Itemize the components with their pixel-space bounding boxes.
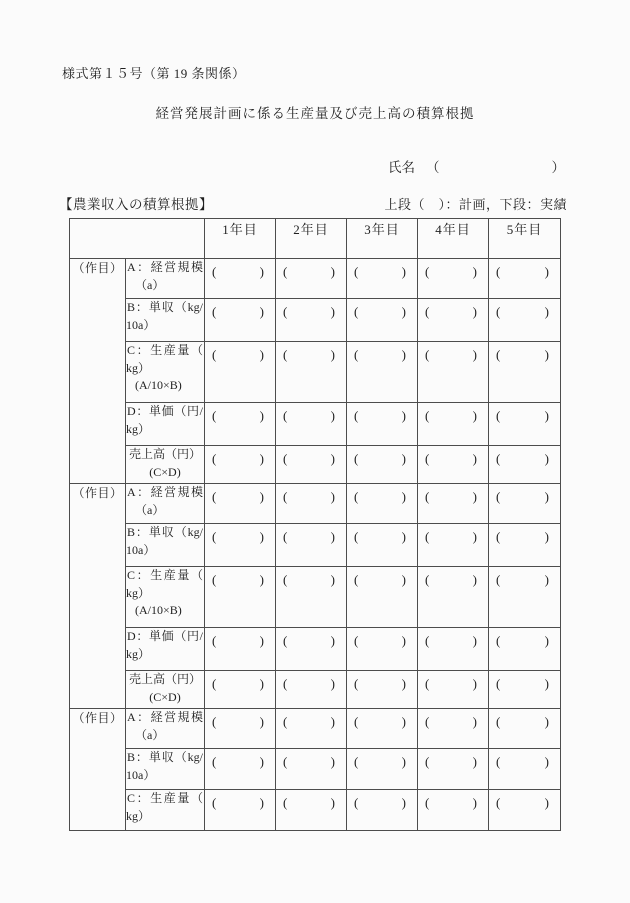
value-cell bbox=[347, 567, 418, 628]
value-cell bbox=[205, 259, 276, 299]
paren-close: ) bbox=[472, 489, 477, 504]
paren-open: ( bbox=[425, 676, 430, 691]
paren-open: ( bbox=[212, 572, 217, 587]
row-label-line: (A/10×B) bbox=[135, 378, 182, 392]
value-cell bbox=[276, 790, 347, 831]
paren-close: ) bbox=[401, 795, 406, 810]
paren-close: ) bbox=[259, 754, 264, 769]
value-cell bbox=[489, 749, 561, 790]
row-label-line: （a） bbox=[135, 277, 165, 292]
paren-close: ) bbox=[472, 795, 477, 810]
paren-close: ) bbox=[330, 489, 335, 504]
value-cell bbox=[489, 790, 561, 831]
value-cell bbox=[418, 342, 489, 403]
paren-close: ) bbox=[259, 451, 264, 466]
year-header-5: 5年目 bbox=[489, 219, 561, 259]
value-cell bbox=[276, 342, 347, 403]
document-title: 経営発展計画に係る生産量及び売上高の積算根拠 bbox=[155, 106, 475, 121]
paren-open: ( bbox=[212, 676, 217, 691]
row-label-line: C：生産量（ bbox=[127, 791, 203, 805]
paren-close: ) bbox=[401, 264, 406, 279]
value-cell bbox=[489, 403, 561, 446]
section-heading: 【農業収入の積算根拠】 bbox=[59, 197, 213, 212]
value-cell bbox=[418, 790, 489, 831]
paren-open: ( bbox=[425, 529, 430, 544]
name-line bbox=[388, 156, 565, 176]
value-cell bbox=[205, 628, 276, 671]
value-cell bbox=[205, 524, 276, 567]
paren-close: ) bbox=[330, 633, 335, 648]
row-label-line: D：単価（円/ bbox=[127, 404, 203, 418]
table-row bbox=[70, 446, 561, 484]
row-label-line: D：単価（円/ bbox=[127, 629, 203, 643]
value-cell bbox=[347, 524, 418, 567]
value-cell bbox=[276, 446, 347, 484]
value-cell bbox=[418, 524, 489, 567]
paren-close: ) bbox=[472, 714, 477, 729]
paren-close: ) bbox=[401, 408, 406, 423]
paren-close: ) bbox=[401, 347, 406, 362]
value-cell bbox=[205, 403, 276, 446]
paren-open: ( bbox=[354, 347, 359, 362]
table-body bbox=[70, 259, 561, 831]
value-cell bbox=[347, 484, 418, 524]
paren-close: ) bbox=[544, 795, 549, 810]
value-cell bbox=[276, 671, 347, 709]
paren-open: ( bbox=[283, 408, 288, 423]
paren-close: ) bbox=[472, 451, 477, 466]
paren-open: ( bbox=[283, 714, 288, 729]
value-cell bbox=[205, 749, 276, 790]
paren-open: ( bbox=[283, 529, 288, 544]
row-label-line: A：経営規模 bbox=[127, 710, 203, 724]
paren-close: ) bbox=[259, 633, 264, 648]
paren-open: ( bbox=[425, 572, 430, 587]
table-row bbox=[70, 628, 561, 671]
paren-close: ) bbox=[472, 676, 477, 691]
value-cell bbox=[418, 567, 489, 628]
section-row bbox=[59, 193, 567, 213]
paren-open: ( bbox=[354, 795, 359, 810]
paren-close: ) bbox=[401, 529, 406, 544]
table-header bbox=[70, 219, 561, 259]
value-cell bbox=[347, 299, 418, 342]
paren-close: ) bbox=[330, 264, 335, 279]
group-label-cell: （作目） bbox=[70, 709, 126, 831]
paren-close: ) bbox=[544, 633, 549, 648]
paren-close: ) bbox=[544, 304, 549, 319]
value-cell bbox=[418, 259, 489, 299]
row-label-line: (C×D) bbox=[149, 464, 181, 479]
row-label-line: kg） bbox=[126, 360, 151, 375]
table-row bbox=[70, 484, 561, 524]
paren-open: ( bbox=[496, 676, 501, 691]
paren-open: ( bbox=[425, 264, 430, 279]
paren-close: ) bbox=[259, 489, 264, 504]
value-cell bbox=[418, 484, 489, 524]
paren-open: ( bbox=[283, 489, 288, 504]
paren-open: ( bbox=[354, 304, 359, 319]
row-label-cell bbox=[126, 403, 205, 446]
paren-open: ( bbox=[212, 304, 217, 319]
paren-close: ) bbox=[259, 304, 264, 319]
value-cell bbox=[205, 299, 276, 342]
paren-open: ( bbox=[283, 572, 288, 587]
paren-open: ( bbox=[283, 304, 288, 319]
paren-open: ( bbox=[283, 754, 288, 769]
table-row bbox=[70, 259, 561, 299]
value-cell bbox=[347, 259, 418, 299]
value-cell bbox=[276, 403, 347, 446]
value-cell bbox=[347, 403, 418, 446]
value-cell bbox=[205, 567, 276, 628]
paren-close: ) bbox=[330, 795, 335, 810]
name-label: 氏名 bbox=[388, 160, 415, 175]
paren-open: ( bbox=[354, 633, 359, 648]
value-cell bbox=[489, 484, 561, 524]
paren-close: ) bbox=[472, 264, 477, 279]
paren-open: ( bbox=[496, 264, 501, 279]
paren-close: ) bbox=[259, 529, 264, 544]
paren-close: ) bbox=[544, 408, 549, 423]
paren-open: ( bbox=[212, 451, 217, 466]
paren-close: ) bbox=[401, 676, 406, 691]
paren-close: ) bbox=[472, 408, 477, 423]
paren-open: ( bbox=[212, 264, 217, 279]
row-label-cell bbox=[126, 628, 205, 671]
row-label-line: 10a） bbox=[126, 317, 156, 332]
paren-open: ( bbox=[283, 633, 288, 648]
paren-close: ) bbox=[330, 572, 335, 587]
paren-close: ) bbox=[544, 347, 549, 362]
paren-open: ( bbox=[496, 714, 501, 729]
value-cell bbox=[276, 709, 347, 749]
value-cell bbox=[489, 628, 561, 671]
value-cell bbox=[347, 671, 418, 709]
value-cell bbox=[205, 484, 276, 524]
row-label-cell bbox=[126, 299, 205, 342]
paren-close: ) bbox=[472, 572, 477, 587]
paren-close: ) bbox=[544, 572, 549, 587]
paren-open: ( bbox=[354, 489, 359, 504]
paren-open: ( bbox=[425, 633, 430, 648]
group-label-cell: （作目） bbox=[70, 484, 126, 709]
row-label-line: A：経営規模 bbox=[127, 485, 203, 499]
plan-actual-legend: 上段（ ）：計画，下段：実績 bbox=[384, 197, 567, 212]
table-row bbox=[70, 342, 561, 403]
paren-open: ( bbox=[425, 714, 430, 729]
paren-open: ( bbox=[283, 264, 288, 279]
corner-cell bbox=[70, 219, 205, 259]
paren-close: ) bbox=[472, 347, 477, 362]
row-label-line: 売上高（円） bbox=[128, 447, 201, 461]
paren-close: ) bbox=[259, 676, 264, 691]
value-cell bbox=[205, 709, 276, 749]
paren-close: ) bbox=[401, 754, 406, 769]
paren-close: ) bbox=[330, 347, 335, 362]
paren-open: ( bbox=[283, 451, 288, 466]
value-cell bbox=[489, 567, 561, 628]
paren-close: ) bbox=[544, 264, 549, 279]
paren-open: ( bbox=[496, 408, 501, 423]
row-label-line: （a） bbox=[135, 727, 165, 742]
paren-open: ( bbox=[425, 408, 430, 423]
year-header-3: 3年目 bbox=[347, 219, 418, 259]
paren-close: ) bbox=[472, 633, 477, 648]
paren-open: ( bbox=[212, 489, 217, 504]
paren-close: ) bbox=[544, 451, 549, 466]
paren-open: ( bbox=[496, 754, 501, 769]
row-label-line: B：単収（kg/ bbox=[127, 525, 203, 539]
paren-open: ( bbox=[496, 572, 501, 587]
value-cell bbox=[276, 567, 347, 628]
row-label-cell bbox=[126, 524, 205, 567]
row-label-line: 10a） bbox=[126, 542, 156, 557]
row-label-line: C：生産量（ bbox=[127, 343, 203, 357]
paren-close: ) bbox=[472, 304, 477, 319]
value-cell bbox=[489, 446, 561, 484]
value-cell bbox=[205, 446, 276, 484]
paren-close: ) bbox=[544, 754, 549, 769]
paren-open: ( bbox=[283, 676, 288, 691]
row-label-cell bbox=[126, 671, 205, 709]
paren-close: ) bbox=[330, 676, 335, 691]
paren-open: ( bbox=[496, 451, 501, 466]
paren-close: ) bbox=[544, 714, 549, 729]
value-cell bbox=[418, 628, 489, 671]
value-cell bbox=[489, 299, 561, 342]
value-cell bbox=[205, 671, 276, 709]
row-label-line: (C×D) bbox=[149, 689, 181, 704]
row-label-line: kg） bbox=[126, 646, 151, 661]
paren-close: ) bbox=[330, 529, 335, 544]
paren-open: ( bbox=[212, 408, 217, 423]
paren-close: ) bbox=[259, 572, 264, 587]
paren-close: ) bbox=[472, 529, 477, 544]
value-cell bbox=[489, 671, 561, 709]
paren-open: ( bbox=[425, 795, 430, 810]
value-cell bbox=[276, 299, 347, 342]
value-cell bbox=[276, 628, 347, 671]
paren-open: ( bbox=[354, 714, 359, 729]
value-cell bbox=[347, 709, 418, 749]
value-cell bbox=[276, 259, 347, 299]
paren-open: ( bbox=[283, 347, 288, 362]
paren-close: ) bbox=[472, 754, 477, 769]
paren-open: ( bbox=[212, 714, 217, 729]
row-label-cell bbox=[126, 446, 205, 484]
row-label-cell bbox=[126, 342, 205, 403]
value-cell bbox=[347, 790, 418, 831]
paren-close: ) bbox=[401, 633, 406, 648]
value-cell bbox=[418, 749, 489, 790]
row-label-line: 売上高（円） bbox=[128, 672, 201, 686]
row-label-line: C：生産量（ bbox=[127, 568, 203, 582]
value-cell bbox=[347, 342, 418, 403]
paren-open: ( bbox=[212, 529, 217, 544]
value-cell bbox=[205, 342, 276, 403]
value-cell bbox=[276, 749, 347, 790]
value-cell bbox=[347, 446, 418, 484]
value-cell bbox=[489, 709, 561, 749]
paren-open: ( bbox=[425, 304, 430, 319]
paren-open: ( bbox=[496, 347, 501, 362]
paren-open: ( bbox=[425, 754, 430, 769]
value-cell bbox=[276, 524, 347, 567]
paren-open: ( bbox=[212, 795, 217, 810]
row-label-line: kg） bbox=[126, 421, 151, 436]
value-cell bbox=[418, 709, 489, 749]
row-label-line: B：単収（kg/ bbox=[127, 750, 203, 764]
paren-close: ) bbox=[330, 754, 335, 769]
paren-close: ) bbox=[401, 304, 406, 319]
group-label-cell: （作目） bbox=[70, 259, 126, 484]
value-cell bbox=[418, 403, 489, 446]
paren-close: ) bbox=[330, 451, 335, 466]
value-cell bbox=[276, 484, 347, 524]
paren-close: ) bbox=[259, 264, 264, 279]
table-row bbox=[70, 671, 561, 709]
paren-close: ) bbox=[330, 304, 335, 319]
value-cell bbox=[347, 628, 418, 671]
table-row bbox=[70, 524, 561, 567]
paren-open: ( bbox=[425, 489, 430, 504]
paren-close: ) bbox=[401, 489, 406, 504]
paren-close: ) bbox=[259, 714, 264, 729]
paren-open: ( bbox=[354, 408, 359, 423]
paren-open: ( bbox=[283, 795, 288, 810]
row-label-cell bbox=[126, 484, 205, 524]
paren-open: ( bbox=[212, 754, 217, 769]
paren-close: ) bbox=[259, 347, 264, 362]
paren-close: ) bbox=[259, 795, 264, 810]
row-label-cell bbox=[126, 567, 205, 628]
paren-close: ) bbox=[330, 408, 335, 423]
row-label-line: （a） bbox=[135, 502, 165, 517]
table-row bbox=[70, 403, 561, 446]
paren-open: ( bbox=[496, 633, 501, 648]
paren-open: ( bbox=[354, 451, 359, 466]
paren-open: ( bbox=[212, 633, 217, 648]
year-header-4: 4年目 bbox=[418, 219, 489, 259]
value-cell bbox=[205, 790, 276, 831]
value-cell bbox=[489, 342, 561, 403]
paren-close: ) bbox=[544, 529, 549, 544]
paren-open: ( bbox=[354, 676, 359, 691]
value-cell bbox=[347, 749, 418, 790]
paren-open: ( bbox=[496, 304, 501, 319]
paren-open: ( bbox=[354, 572, 359, 587]
value-cell bbox=[489, 524, 561, 567]
row-label-line: (A/10×B) bbox=[135, 603, 182, 617]
name-close-paren: ） bbox=[551, 160, 565, 175]
paren-open: ( bbox=[212, 347, 217, 362]
row-label-cell bbox=[126, 749, 205, 790]
row-label-line: A：経営規模 bbox=[127, 260, 203, 274]
table-row bbox=[70, 567, 561, 628]
paren-open: ( bbox=[425, 451, 430, 466]
paren-open: ( bbox=[496, 529, 501, 544]
row-label-cell bbox=[126, 790, 205, 831]
table-row bbox=[70, 790, 561, 831]
paren-open: ( bbox=[425, 347, 430, 362]
paren-open: ( bbox=[354, 264, 359, 279]
paren-close: ) bbox=[401, 714, 406, 729]
paren-close: ) bbox=[544, 489, 549, 504]
paren-close: ) bbox=[401, 572, 406, 587]
paren-close: ) bbox=[544, 676, 549, 691]
paren-open: ( bbox=[354, 529, 359, 544]
table-row bbox=[70, 709, 561, 749]
paren-open: ( bbox=[496, 795, 501, 810]
table-row bbox=[70, 299, 561, 342]
value-cell bbox=[418, 446, 489, 484]
value-cell bbox=[418, 299, 489, 342]
value-cell bbox=[489, 259, 561, 299]
table-row bbox=[70, 749, 561, 790]
paren-close: ) bbox=[401, 451, 406, 466]
name-open-paren: （ bbox=[426, 160, 440, 175]
year-header-2: 2年目 bbox=[276, 219, 347, 259]
paren-open: ( bbox=[354, 754, 359, 769]
row-label-cell bbox=[126, 259, 205, 299]
row-label-line: B：単収（kg/ bbox=[127, 300, 203, 314]
row-label-line: kg） bbox=[126, 808, 151, 823]
paren-close: ) bbox=[330, 714, 335, 729]
year-header-1: 1年目 bbox=[205, 219, 276, 259]
row-label-cell bbox=[126, 709, 205, 749]
value-cell bbox=[418, 671, 489, 709]
main-table bbox=[69, 218, 561, 831]
paren-open: ( bbox=[496, 489, 501, 504]
row-label-line: 10a） bbox=[126, 767, 156, 782]
row-label-line: kg） bbox=[126, 585, 151, 600]
paren-close: ) bbox=[259, 408, 264, 423]
form-number: 様式第１５号（第 19 条関係） bbox=[62, 66, 246, 81]
